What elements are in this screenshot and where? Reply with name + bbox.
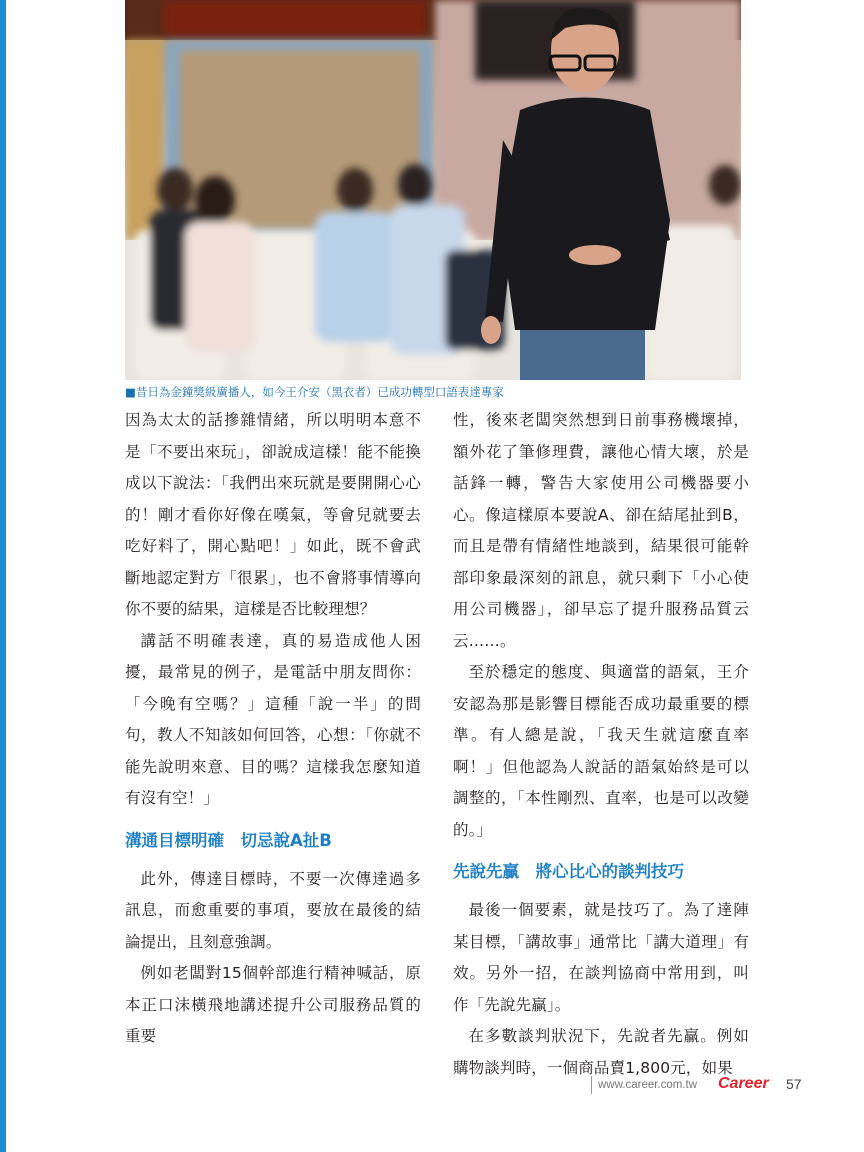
speaker-photo (125, 0, 741, 380)
speaker-photo-illustration (125, 0, 741, 380)
footer-website-url: www.career.com.tw (591, 1076, 697, 1094)
left-paragraph-2: 講話不明確表達，真的易造成他人困擾，最常見的例子，是電話中朋友問你：「今晚有空嗎？」這種「說一半」的問句，教人不知該如何回答，心想：「你就不能先說明來意、目的嗎？這樣我怎麼知道有沒有空！」 (125, 631, 421, 807)
photo-caption: ■昔日為金鐘獎級廣播人，如今王介安（黑衣者）已成功轉型口語表達專家 (125, 385, 504, 399)
page-edge-bar (0, 0, 6, 1152)
right-column (453, 405, 749, 1084)
right-paragraph-1: 性，後來老闆突然想到日前事務機壞掉，額外花了筆修理費，讓他心情大壞，於是話鋒一轉，警告大家使用公司機器要小心。像這樣原本要說A、卻在結尾扯到B，而且是帶有情緒性地談到，結果很可能幹部印象最深刻的訊息，就只剩下「小心使用公司機器」，卻早忘了提升服務品質云云……。 (453, 411, 749, 650)
left-column (125, 405, 421, 1053)
right-paragraph-4: 在多數談判狀況下，先說者先贏。例如購物談判時，一個商品賣1,800元，如果 (453, 1027, 749, 1077)
left-paragraph-1: 因為太太的話摻雜情緒，所以明明本意不是「不要出來玩」，卻說成這樣！能不能換成以下說法：「我們出來玩就是要開開心心的！剛才看你好像在嘆氣，等會兒就要去吃好料了，開心點吧！」如此，既不會武斷地認定對方「很累」，也不會將事情導向你不要的結果，這樣是否比較理想？ (125, 411, 421, 618)
footer-brand-logo: Career (718, 1075, 769, 1092)
section-heading-negotiation: 先說先贏 將心比心的談判技巧 (453, 862, 684, 881)
page-number: 57 (786, 1076, 802, 1092)
left-paragraph-4: 例如老闆對15個幹部進行精神喊話，原本正口沫橫飛地講述提升公司服務品質的重要 (125, 964, 421, 1045)
left-paragraph-3: 此外，傳達目標時，不要一次傳達過多訊息，而愈重要的事項，要放在最後的結論提出，且刻意強調。 (125, 869, 421, 951)
right-paragraph-2: 至於穩定的態度、與適當的語氣，王介安認為那是影響目標能否成功最重要的標準。有人總是說，「我天生就這麼直率啊！」但他認為人說話的語氣始終是可以調整的，「本性剛烈、直率，也是可以改變的。」 (453, 663, 749, 839)
right-paragraph-3: 最後一個要素，就是技巧了。為了達陣某目標，「講故事」通常比「講大道理」有效。另外一招，在談判協商中常用到，叫作「先說先贏」。 (453, 901, 749, 1014)
section-heading-goals: 溝通目標明確 切忌說A扯B (125, 830, 332, 850)
